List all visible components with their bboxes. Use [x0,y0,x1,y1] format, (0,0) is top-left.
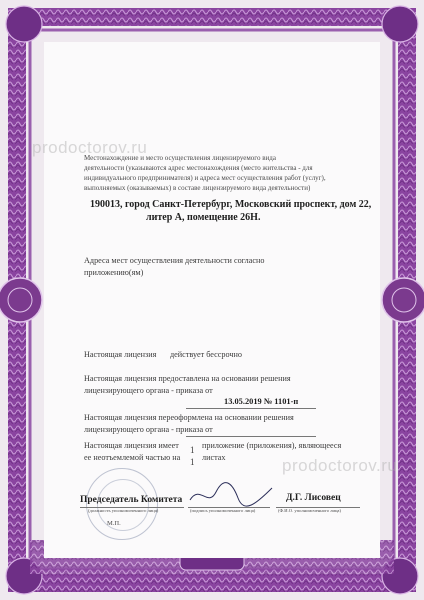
sign-caption: (подпись уполномоченного лица) [190,508,256,513]
granted-line: Настоящая лицензия предоставлена на основании решения [84,374,291,383]
granted-underline [186,408,316,409]
reissued-line: лицензирующего органа - приказа от [84,425,213,434]
signatory-name: Д.Г. Лисовец [286,493,341,503]
stamp-mark: М.П. [107,520,121,527]
appendix-count: 1 [190,445,195,455]
appendix-count: 1 [190,457,195,467]
watermark: prodoctorov.ru [32,138,148,157]
name-caption: (Ф.И.О. уполномоченного лица) [278,508,341,513]
watermark: prodoctorov.ru [282,456,398,475]
address-line: литер А, помещение 26Н. [146,212,261,223]
position-caption: (должность уполномоченного лица) [88,508,159,513]
appendix-desc: листах [202,453,226,462]
header-note-line: выполняемых (оказываемых) в составе лицензируемого вида деятельности) [84,184,311,192]
header-note-line: Местонахождение и место осуществления лицензируемого вида [84,154,276,162]
handwritten-signature [186,478,276,510]
activity-places: приложению(ям) [84,268,144,277]
validity-value: действует бессрочно [170,350,242,359]
activity-places: Адреса мест осуществления деятельности согласно [84,256,265,265]
appendix-desc: приложение (приложения), являющееся [202,441,342,450]
signatory-position: Председатель Комитета [80,495,183,505]
validity-label: Настоящая лицензия [84,350,157,359]
appendix-line: Настоящая лицензия имеет [84,441,179,450]
granted-line: лицензирующего органа - приказа от [84,386,213,395]
header-note-line: индивидуального предпринимателя) и адреса мест осуществления работ (услуг), [84,174,326,182]
reissued-underline [186,436,316,437]
order-number: 13.05.2019 № 1101-п [224,397,299,406]
address-line: 190013, город Санкт-Петербург, Московский проспект, дом 22, [90,199,372,210]
reissued-line: Настоящая лицензия переоформлена на основании решения [84,413,294,422]
header-note-line: деятельности (указываются адрес местонахождения (место жительства - для [84,164,313,172]
appendix-line: ее неотъемлемой частью на [84,453,181,462]
